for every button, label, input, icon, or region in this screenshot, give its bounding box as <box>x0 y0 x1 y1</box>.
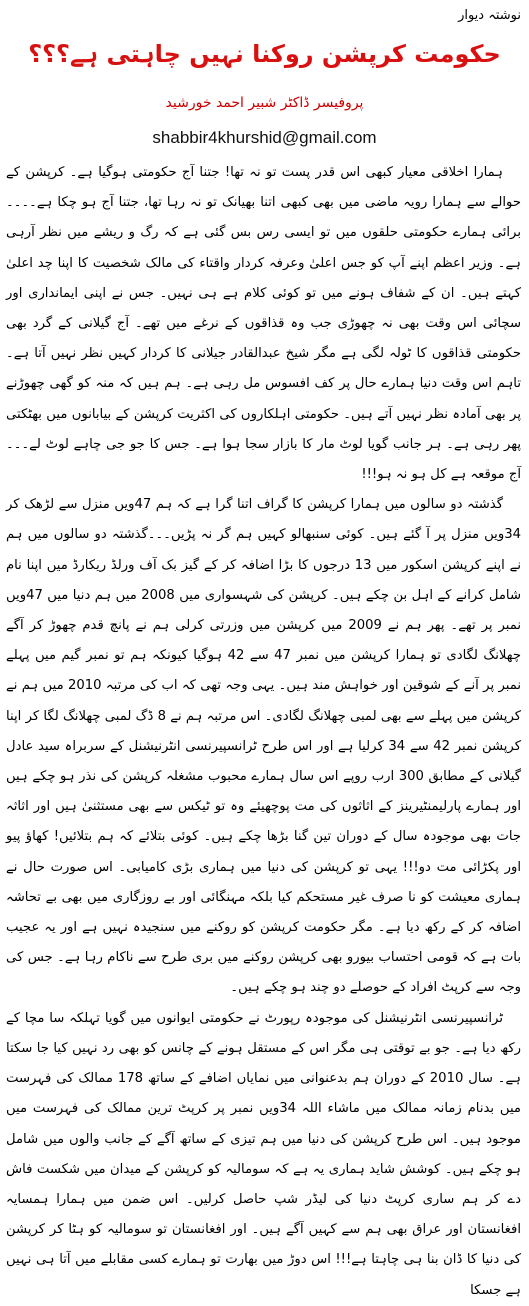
author-email: shabbir4khurshid@gmail.com <box>152 128 377 147</box>
article-paragraph: ہمارا اخلاقی معیار کبھی اس قدر پست تو نہ تھا! جتنا آج حکومتی ہوگیا ہے۔ کرپشن کے حوالے سے ہمارا رویہ ماضی میں بھی کبھی اتنا بھیانک تو نہ رہا تھا، جتنا آج ہو چکا ہے۔۔۔۔برائی ہمارے حکومتی حلقوں میں تو ایسی رس بس گئی ہے کہ رگ و ریشے میں نظر آرہی ہے۔ وزیر اعظم اپنے آپ کو جس اعلیٰ وعرفہ کردار واقتاء کی مالک شخصیت کا اپنا چد اعلیٰ کہتے ہیں۔ ان کے شفاف ہونے میں تو کوئی کلام ہے ہی نہیں۔ جس نے اپنی ایمانداری اور سچائی اس وقت بھی نہ چھوڑی جب وہ قذاقوں کے نرغے میں تھے۔ آج گیلانی کے گرد بھی حکومتی قذاقوں کا ٹولہ لگی ہے مگر شیخ عبدالقادر جیلانی کا کردار کہیں نظر نہیں آتا ہے۔ تاہم اس وقت دنیا ہمارے حال پر کف افسوس مل رہی ہے۔ ہم ہیں کہ منہ کو گھی چھوڑنے پر بھی آمادہ نظر نہیں آتے ہیں۔ حکومتی اہلکاروں کی اکثریت کرپشن کے بیابانوں میں بھٹکتی پھر رہی ہے۔ ہر جانب گویا لوٹ مار کا بازار سجا ہوا ہے۔ جس کا جو جی چاہے لوٹ لے۔۔۔ آج موقعہ ہے کل ہو نہ ہو!!! <box>6 165 521 483</box>
article-paragraph: گذشتہ دو سالوں میں ہمارا کرپشن کا گراف اتنا گرا ہے کہ ہم 47ویں منزل سے لڑھک کر 34ویں منزل پر آ گئے ہیں۔ کوئی سنبھالو کہیں ہم گر نہ پڑیں۔۔۔گذشتہ دو سالوں میں ہم نے اپنے کرپشن اسکور میں 13 درجوں کا بڑا اضافہ کر کے گیز بک آف ورلڈ ریکارڈ میں اپنا نام شامل کرانے کے اہل بن چکے ہیں۔ کرپشن کی شہسواری میں 2008 میں ہم دنیا میں 47ویں نمبر پر تھے۔ پھر ہم نے 2009 میں کرپشن میں وزرتی کرلی ہم نے پانچ قدم چھوڑ کر آگے چھلانگ لگادی تو ہمارا کرپشن میں نمبر 47 سے 42 ہوگیا کیونکہ ہم تو نمبر گیم میں پہلے نمبر پر آنے کے شوقین اور خواہش مند ہیں۔ یہی وجہ تھی کہ اب کی مرتبہ 2010 میں ہم نے کرپشن میں پہلے سے بھی لمبی چھلانگ لگادی۔ اس مرتبہ ہم نے 8 ڈگ لمبی چھلانگ لگا کر اپنا کرپشن نمبر 42 سے 34 کرلیا ہے اور اس طرح ٹرانسپیرنسی انٹرنیشنل کے سربراہ سید عادل گیلانی کے مطابق 300 ارب روپے اس سال ہمارے محبوب مشغلہ کرپشن کی نذر ہو چکے ہیں اور ہمارے پارلیمنٹیرینز کے اثاثوں کی مت پوچھیئے وہ تو ٹیکس سے بھی مستثنیٰ ہیں اور اثاثہ جات بھی موجودہ سال کے دوران تین گنا بڑھا چکے ہیں۔ کوئی بتلائے کہ ہم بتلائیں! کھاؤ پیو اور پکڑائی مت دو!!! یہی تو کرپشن کی دنیا میں ہماری بڑی کامیابی۔ اس صورت حال نے ہماری معیشت کو نا صرف غیر مستحکم کیا بلکہ مہنگائی اور بے روزگاری میں بھی بے تحاشہ اضافہ کر کے رکھ دیا ہے۔ مگر حکومت کرپشن کو روکنے میں سنجیدہ نہیں ہے اور یہ عجیب بات ہے کہ قومی احتساب بیورو بھی کرپشن روکنے میں بری طرح سے ناکام رہا ہے۔ جس کی وجہ سے کرپٹ افراد کے حوصلے دو چند ہو چکے ہیں۔ <box>6 497 522 996</box>
article-paragraph: ٹرانسپیرنسی انٹرنیشنل کی موجودہ رپورٹ نے حکومتی ایوانوں میں گویا تہلکہ سا مچا کے رکھ دیا ہے۔ جو بے توقتی ہی مگر اس کے مستقل ہونے کے چانس کو بھی رد نہیں کیا جا سکتا ہے۔ سال 2010 کے دوران ہم بدعنوانی میں نمایاں اضافے کے ساتھ 178 ممالک کی فہرست میں بدنام زمانہ ممالک میں ماشاء اللہ 34ویں نمبر پر کرپٹ ترین ممالک کی فہرست میں موجود ہیں۔ اس طرح کرپشن کی دنیا میں ہم تیزی کے ساتھ آگے کے جانب والوں میں شامل ہو چکے ہیں۔ کوشش شاید ہماری یہ ہے کہ سومالیہ کو کرپشن کے میدان میں شکست فاش دے کر ہم ساری کرپٹ دنیا کی لیڈر شپ حاصل کرلیں۔ اس ضمن میں ہمارا ہمسایہ افغانستان اور عراق بھی ہم سے کہیں آگے ہیں۔ اور افغانستان تو سومالیہ کو ہٹا کر کرپشن کی دنیا کا ڈان بنا ہی چاہتا ہے!!! اس دوڑ میں بھارت تو ہمارے کسی مقابلے میں آتا ہی نہیں ہے جسکا <box>6 1010 521 1298</box>
author-byline: پروفیسر ڈاکٹر شبیر احمد خورشید <box>165 95 364 111</box>
article-body <box>6 158 521 1306</box>
column-label: نوشتہ دیوار <box>458 8 521 23</box>
headline: حکومت کرپشن روکنا نہیں چاہتی ہے؟؟؟ <box>28 40 501 68</box>
